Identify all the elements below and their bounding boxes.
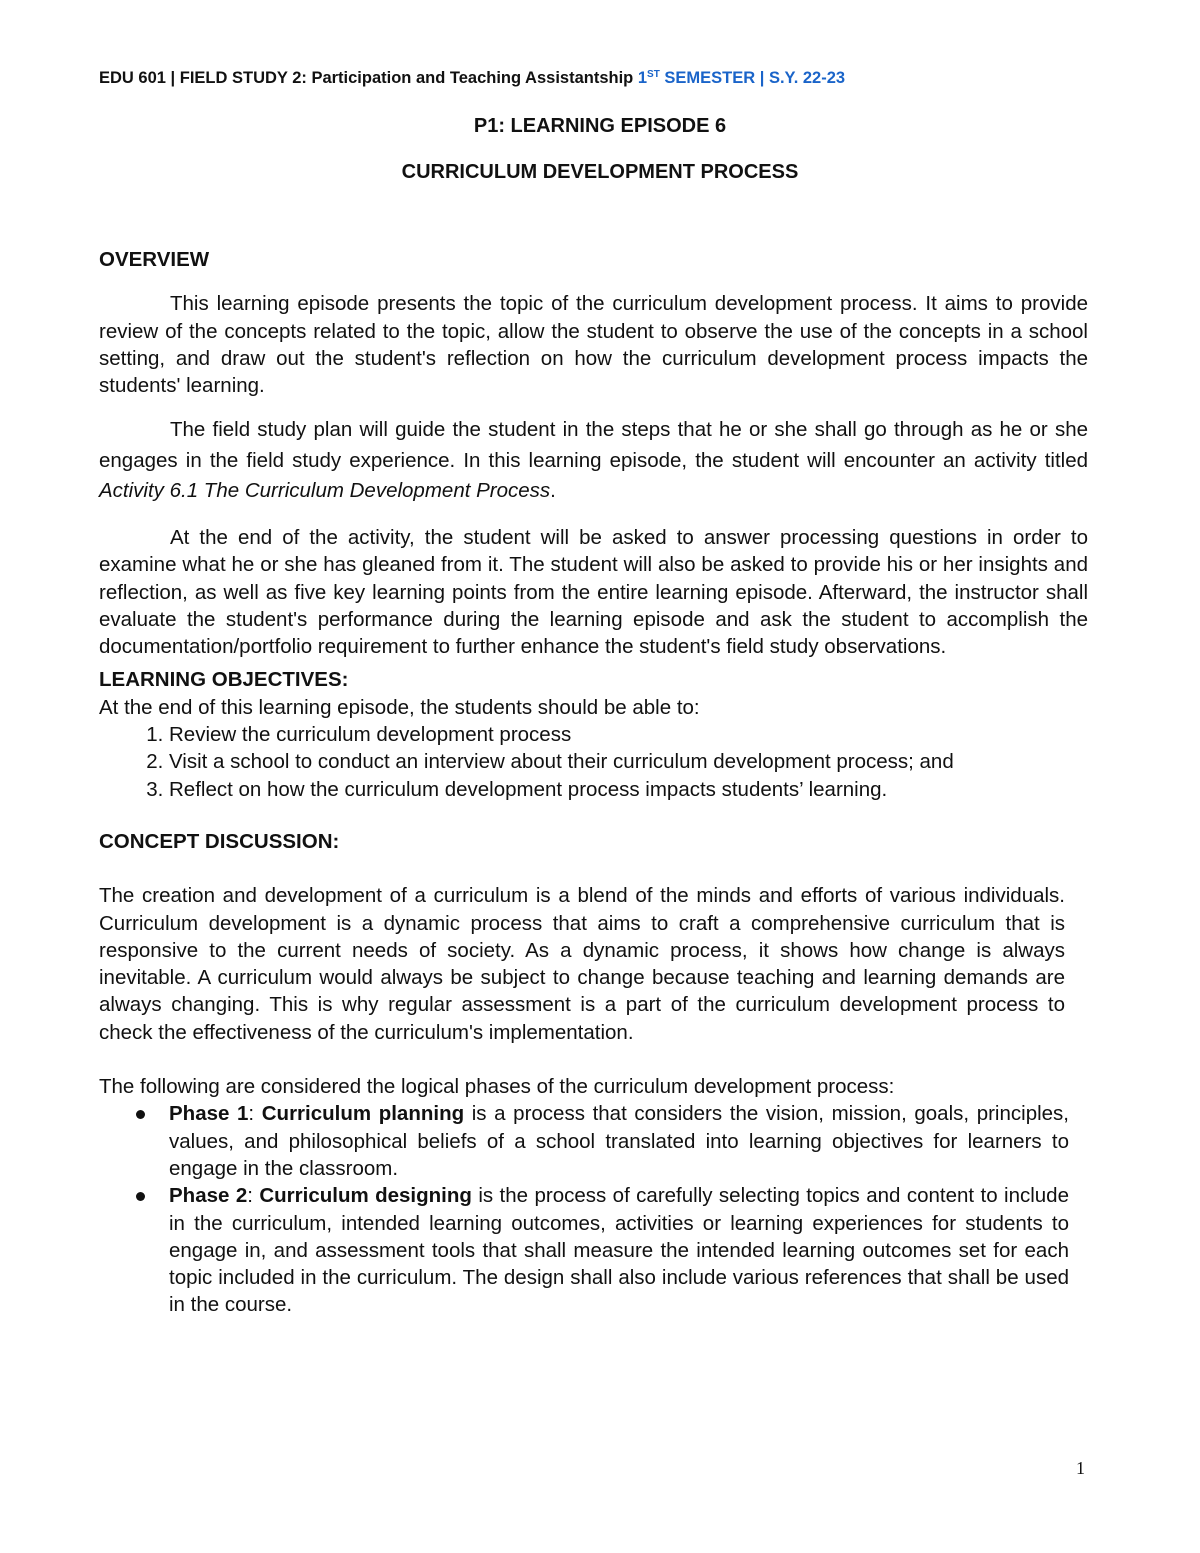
page-header	[99, 69, 1099, 88]
phase-item	[169, 1182, 1069, 1318]
header-semester-year: SEMESTER | S.Y. 22-23	[659, 69, 846, 87]
objective-item: 3. Reflect on how the curriculum development process impacts students’ learning.	[169, 776, 1088, 803]
bullet-icon	[136, 1192, 145, 1201]
overview-heading: OVERVIEW	[99, 248, 210, 271]
bullet-icon	[136, 1110, 145, 1119]
concept-paragraph-1: The creation and development of a curriculum is a blend of the minds and efforts of various individuals. Curriculum development is a dynamic process that aims to craft a comprehensive curriculum that is responsive to the current needs of society. As a dynamic process, it shows how change is always inevitable. A curriculum would always be subject to change because teaching and learning demands are always changing. This is why regular assessment is a part of the curriculum development process to check the effectiveness of the curriculum's implementation.	[99, 884, 1065, 1044]
objectives-intro: At the end of this learning episode, the students should be able to:	[99, 695, 700, 719]
overview-paragraph-2-end: .	[550, 479, 556, 503]
concept-heading: CONCEPT DISCUSSION:	[99, 829, 340, 853]
activity-title: Activity 6.1 The Curriculum Development Process	[99, 479, 551, 503]
objectives-list	[99, 721, 1088, 803]
objective-item: 1. Review the curriculum development process	[169, 721, 1088, 748]
phase-description: is a process that considers the vision, mission, goals, principles, values, and philosophical beliefs of a school translated into learning objectives for learners to engage in the classroom.	[169, 1102, 1069, 1180]
objective-item: 2. Visit a school to conduct an interview about their curriculum development process; and	[169, 748, 1088, 775]
phase-separator: :	[247, 1184, 260, 1208]
phase-label: Phase 1	[169, 1102, 249, 1126]
episode-title: P1: LEARNING EPISODE 6	[473, 115, 727, 137]
phases-list	[99, 1100, 1069, 1318]
objectives-heading: LEARNING OBJECTIVES:	[99, 668, 349, 692]
page-number: 1	[1076, 1458, 1085, 1478]
document-title: CURRICULUM DEVELOPMENT PROCESS	[401, 161, 799, 183]
phase-description: is the process of carefully selecting topics and content to include in the curriculum, intended learning outcomes, activities or learning experiences for students to engage in, and assessment tools that shall measure the intended learning outcomes set for each topic included in the curriculum. The design shall also include various references that shall be used in the course.	[169, 1184, 1069, 1317]
header-course: EDU 601 | FIELD STUDY 2: Participation and Teaching Assistantship	[99, 69, 638, 87]
header-semester-suffix: ST	[647, 69, 660, 80]
phase-term: Curriculum planning	[261, 1102, 465, 1126]
phase-separator: :	[248, 1102, 262, 1126]
header-semester-number: 1	[637, 69, 648, 87]
document-body	[99, 246, 1088, 1319]
concept-paragraph-2: The following are considered the logical phases of the curriculum development process:	[99, 1075, 895, 1099]
header-semester	[638, 69, 845, 87]
overview-paragraph-2-text: The field study plan will guide the student in the steps that he or she shall go through as he or she engages in the field study experience. In this learning episode, the student will encounter an activity titled	[99, 418, 1088, 472]
overview-paragraph-1: This learning episode presents the topic of the curriculum development process. It aims to provide review of the concepts related to the topic, allow the student to observe the use of the concepts in a school setting, and draw out the student's reflection on how the curriculum development process impacts the students' learning.	[99, 292, 1088, 398]
overview-paragraph-2	[99, 415, 1088, 507]
phase-item	[169, 1100, 1069, 1182]
phase-label: Phase 2	[169, 1184, 248, 1208]
overview-paragraph-3: At the end of the activity, the student will be asked to answer processing questions in order to examine what he or she has gleaned from it. The student will also be asked to provide his or her insights and reflection, as well as five key learning points from the entire learning episode. Afterward, the instructor shall evaluate the student's performance during the learning episode and ask the student to accomplish the documentation/portfolio requirement to further enhance the student's field study observations.	[99, 525, 1088, 659]
phase-term: Curriculum designing	[259, 1184, 472, 1208]
